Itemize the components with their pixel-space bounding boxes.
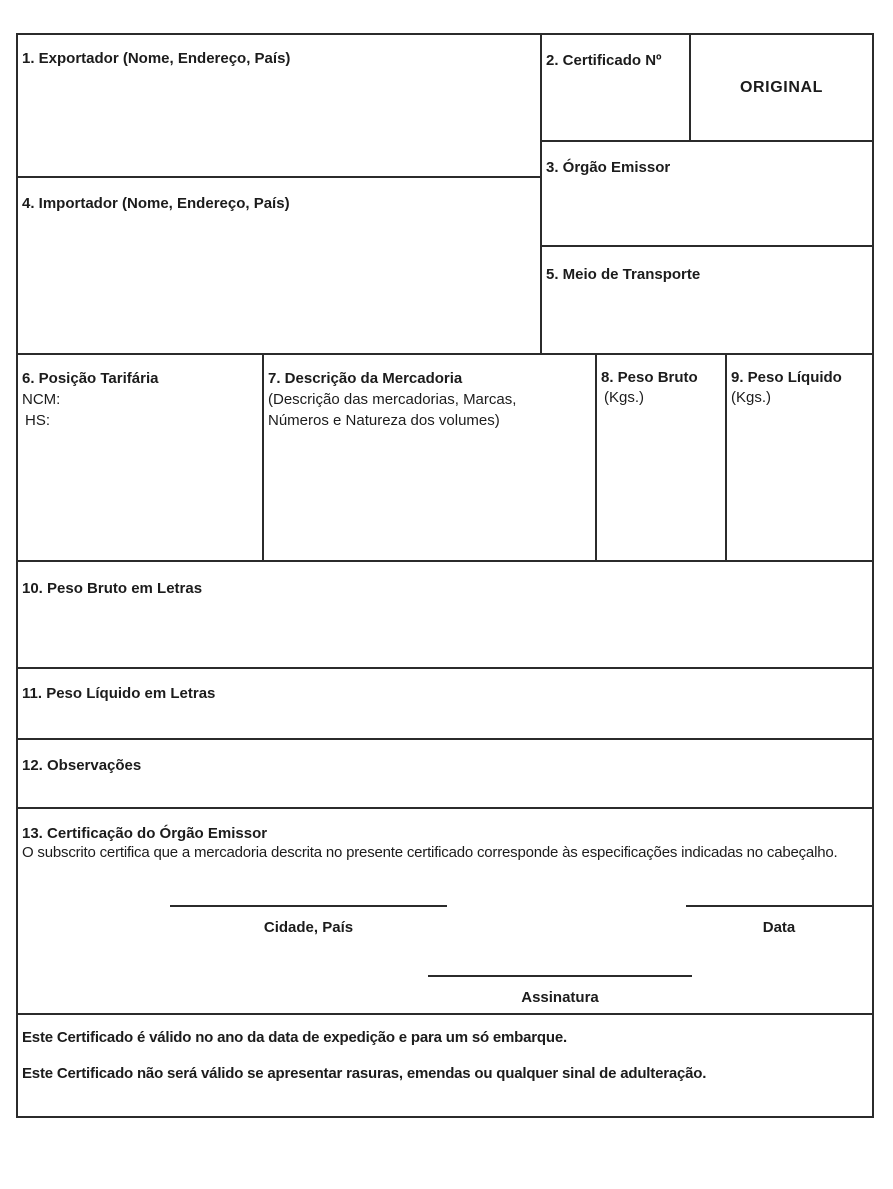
- field-7-subtitle-1: (Descrição das mercadorias, Marcas,: [268, 391, 517, 408]
- field-5-label: 5. Meio de Transporte: [546, 266, 701, 283]
- goods-block: [18, 355, 872, 562]
- field-4-importador: [18, 178, 540, 353]
- field-8-label: 8. Peso Bruto: [601, 369, 698, 386]
- date-label: Data: [762, 919, 796, 936]
- certification-statement: O subscrito certifica que a mercadoria descrita no presente certificado corresponde às especificações indicadas no cabeçalho.: [22, 844, 838, 861]
- field-6-hs-label: HS:: [25, 412, 51, 429]
- original-stamp-box: [691, 35, 872, 140]
- field-7-label: 7. Descrição da Mercadoria: [268, 370, 463, 387]
- field-7-descricao-mercadoria: [264, 355, 597, 560]
- copy-type-label: ORIGINAL: [739, 78, 824, 96]
- field-3-orgao-emissor: [542, 142, 872, 247]
- footer-notes: [18, 1015, 872, 1116]
- header-left-column: [18, 35, 542, 353]
- city-country-line: [170, 905, 447, 907]
- field-4-label: 4. Importador (Nome, Endereço, País): [22, 195, 290, 212]
- field-9-label: 9. Peso Líquido: [731, 369, 842, 386]
- field-7-subtitle-2: Números e Natureza dos volumes): [268, 412, 500, 429]
- certificate-number-row: [542, 35, 872, 142]
- field-10-label: 10. Peso Bruto em Letras: [22, 580, 203, 597]
- date-line: [686, 905, 872, 907]
- header-right-column: [542, 35, 872, 353]
- field-8-peso-bruto: [597, 355, 727, 560]
- field-13-certificacao: [18, 809, 872, 1015]
- footer-tamper-note: Este Certificado não será válido se apresentar rasuras, emendas ou qualquer sinal de adulteração.: [22, 1065, 707, 1082]
- field-11-peso-liquido-letras: [18, 669, 872, 740]
- footer-validity-note: Este Certificado é válido no ano da data de expedição e para um só embarque.: [22, 1029, 567, 1046]
- field-11-label: 11. Peso Líquido em Letras: [22, 685, 216, 702]
- field-1-label: 1. Exportador (Nome, Endereço, País): [22, 50, 291, 67]
- field-3-label: 3. Órgão Emissor: [546, 159, 671, 176]
- field-2-label: 2. Certificado Nº: [546, 52, 662, 69]
- field-10-peso-bruto-letras: [18, 562, 872, 669]
- field-6-ncm-label: NCM:: [22, 391, 61, 408]
- signature-label: Assinatura: [521, 989, 599, 1006]
- header-block: [18, 35, 872, 355]
- field-13-label: 13. Certificação do Órgão Emissor: [22, 825, 268, 842]
- city-country-label: Cidade, País: [263, 919, 354, 936]
- signature-line: [428, 975, 692, 977]
- field-2-certificado-numero: [542, 35, 691, 140]
- field-9-peso-liquido: [727, 355, 872, 560]
- certificate-of-origin-form: [16, 33, 874, 1118]
- field-12-observacoes: [18, 740, 872, 809]
- field-8-unit-label: (Kgs.): [604, 389, 645, 406]
- field-6-label: 6. Posição Tarifária: [22, 370, 159, 387]
- field-12-label: 12. Observações: [22, 757, 142, 774]
- field-1-exportador: [18, 35, 540, 178]
- field-6-posicao-tarifaria: [18, 355, 264, 560]
- field-5-meio-transporte: [542, 247, 872, 353]
- field-9-unit-label: (Kgs.): [731, 389, 772, 406]
